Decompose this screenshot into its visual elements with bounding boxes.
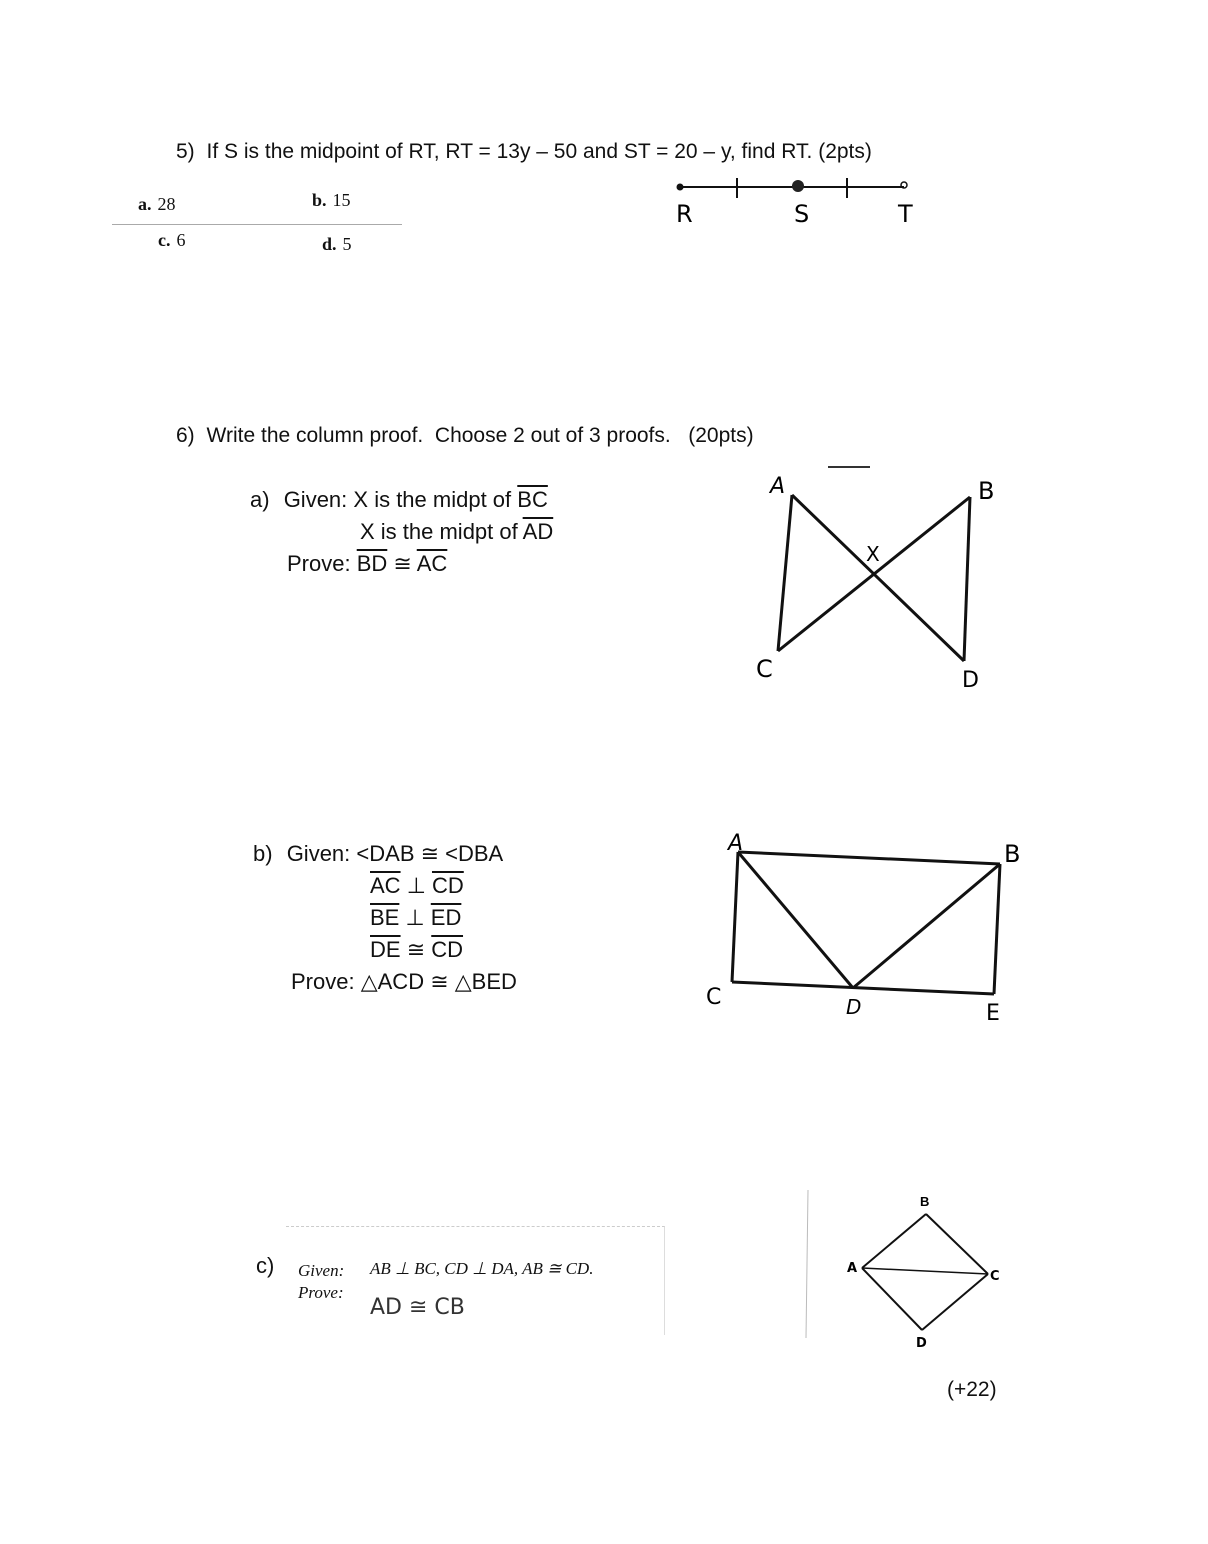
point-label-c: C (756, 655, 773, 683)
proof-b-prove-text: △ACD ≅ △BED (360, 969, 517, 994)
proof-a-prove-label: Prove: (287, 551, 351, 576)
point-label-a: A (847, 1261, 858, 1276)
congruent-symbol: ≅ (393, 551, 412, 576)
point-label-c: C (990, 1269, 1000, 1284)
choice-a: a. 28 (138, 194, 176, 214)
proof-a-letter: a) (250, 487, 270, 512)
proof-c-prove-text: AD ≅ CB (370, 1295, 465, 1320)
proof-c-given-text: AB ⊥ BC, CD ⊥ DA, AB ≅ CD. (370, 1259, 594, 1278)
point-label-d: D (962, 668, 979, 693)
segment-ac: $\overline{AC}$ (370, 873, 401, 898)
congruent-symbol: ≅ (406, 937, 426, 962)
point-label-c: C (706, 985, 722, 1010)
q6-text: Write the column proof. Choose 2 out of 3 proofs. (20pts) (206, 424, 754, 447)
choice-c: c. 6 (158, 230, 186, 250)
q5-number: 5) (176, 140, 195, 163)
point-label-b: B (920, 1194, 930, 1209)
point-label-d: D (916, 1336, 927, 1351)
point-label-x: X (866, 542, 880, 566)
point-label-r: R (676, 200, 693, 228)
proof-a-text (250, 484, 553, 580)
segment-ad: $\overline{AD}$ (522, 519, 554, 544)
proof-c-prove-label: Prove: (298, 1283, 344, 1302)
q5-text: If S is the midpoint of RT, RT = 13y – 50 and ST = 20 – y, find RT. (2pts) (206, 140, 872, 163)
choice-b: b. 15 (312, 190, 351, 210)
point-label-e: E (986, 1001, 1000, 1026)
segment-ed: $\overline{ED}$ (430, 905, 462, 930)
choice-divider (112, 224, 402, 225)
point-label-t: T (898, 200, 913, 228)
point-label-a: A (770, 474, 786, 499)
segment-bd: $\overline{BD}$ (356, 551, 388, 576)
proof-b-diagram (700, 822, 1040, 1032)
segment-cd: $\overline{CD}$ (431, 937, 464, 962)
segment-ac: $\overline{AC}$ (416, 551, 448, 576)
point-label-a: A (728, 831, 744, 856)
proof-b-given-line1: <DAB ≅ <DBA (356, 841, 504, 866)
proof-a-given-label: Given: (283, 487, 348, 512)
segment-cd: $\overline{CD}$ (431, 873, 464, 898)
proof-c-clipping (286, 1226, 665, 1335)
q6-header (176, 424, 754, 448)
segment-bc: $\overline{BC}$ (517, 487, 548, 512)
perpendicular-symbol: ⊥ (405, 905, 425, 930)
proof-b-given-label: Given: (286, 841, 351, 866)
point-label-s: S (794, 200, 810, 228)
proof-c-diagram (800, 1186, 1020, 1356)
q5-header (176, 140, 872, 164)
point-label-d: D (846, 995, 862, 1019)
point-label-b: B (978, 477, 995, 505)
segment-de: $\overline{DE}$ (370, 937, 401, 962)
segment-be: $\overline{BE}$ (370, 905, 400, 930)
q6-number: 6) (176, 424, 195, 447)
choice-d: d. 5 (322, 234, 352, 254)
segment-rst-diagram (660, 170, 940, 230)
perpendicular-symbol: ⊥ (406, 873, 426, 898)
proof-c-given-label: Given: (298, 1261, 345, 1280)
q5-choices (112, 186, 402, 278)
proof-b-prove-label: Prove: (291, 969, 355, 994)
proof-b-letter: b) (253, 841, 273, 866)
point-label-b: B (1004, 840, 1021, 868)
proof-c-letter: c) (256, 1253, 275, 1278)
score-total: (+22) (947, 1378, 997, 1401)
proof-a-given-line2: X is the midpt of (360, 519, 518, 544)
proof-a-given-line1: X is the midpt of (353, 487, 512, 512)
proof-a-diagram (740, 455, 1020, 700)
proof-b-text (253, 838, 517, 998)
